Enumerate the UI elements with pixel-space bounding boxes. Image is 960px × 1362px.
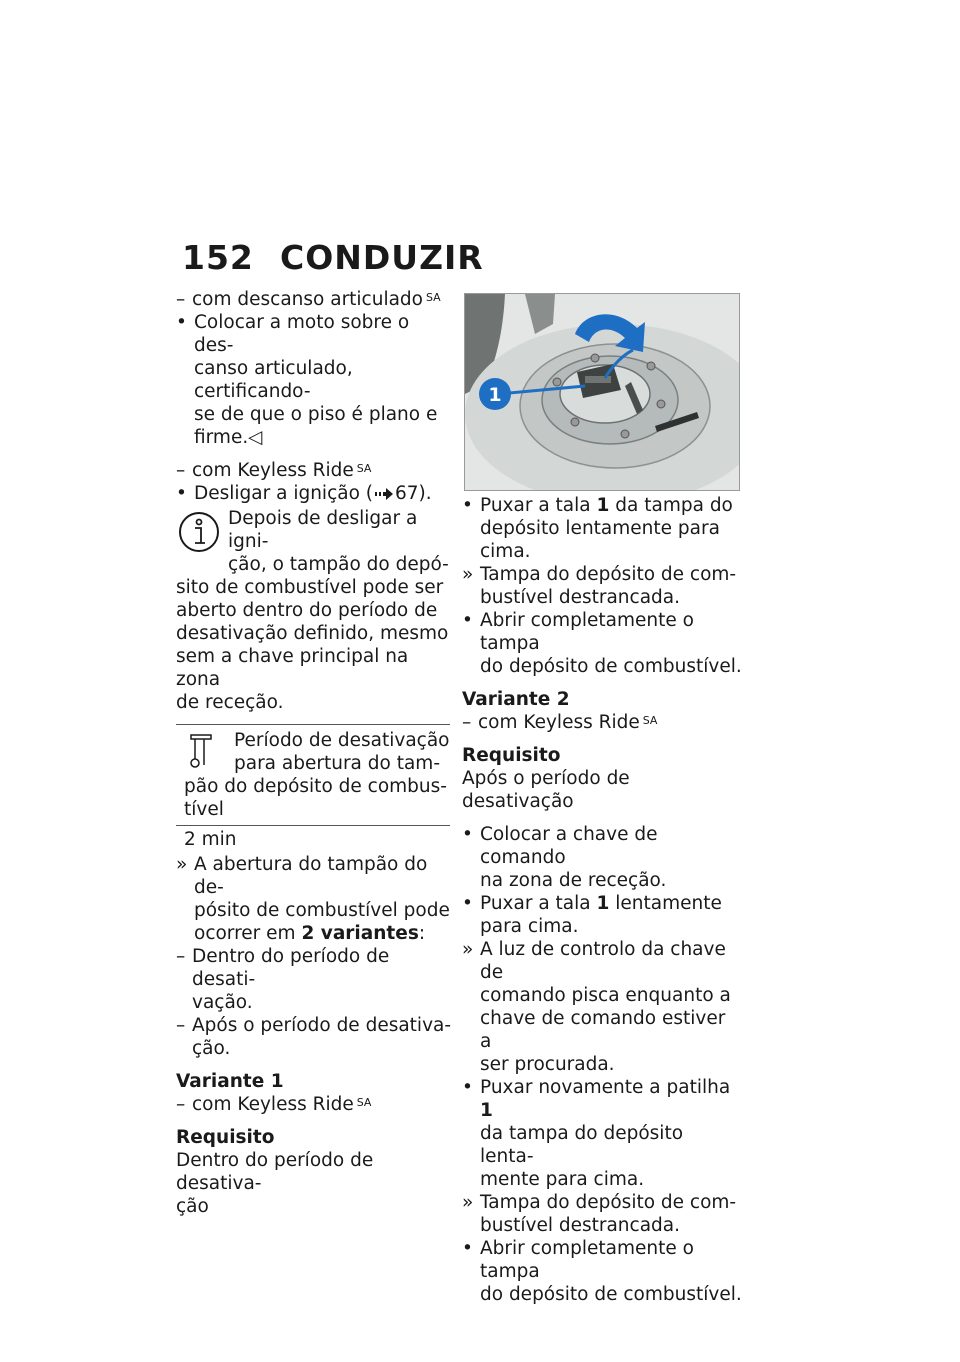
- step-item: • Colocar a chave de comando na zona de receção.: [462, 824, 667, 891]
- bullet-marker: •: [176, 312, 187, 333]
- dash-marker: –: [176, 289, 186, 310]
- bullet-marker: •: [462, 1077, 473, 1098]
- bullet-marker: •: [462, 1238, 473, 1259]
- dash-marker: –: [462, 712, 472, 733]
- step-item: • Abrir completamente o tampa do depósito de combustível.: [462, 610, 742, 677]
- spec-label: Período de desativação para abertura do tam- pão do depósito de combus- tível: [176, 725, 450, 826]
- requirement-heading: Requisito: [462, 745, 561, 766]
- variant-heading: Variante 1: [176, 1071, 284, 1092]
- condition-line: – com Keyless Ride $^{SA}$: [462, 712, 658, 733]
- option-item: – Após o período de desativa- ção.: [176, 1015, 452, 1059]
- end-mark: ◁: [248, 427, 263, 448]
- page-reference-arrow-icon: [375, 488, 393, 500]
- condition-line: – com Keyless Ride $^{SA}$: [176, 460, 372, 481]
- result-marker: »: [462, 939, 474, 960]
- sa-badge: SA: [356, 1096, 372, 1109]
- info-hint: Depois de desligar a igni- ção, o tampão do depó- sito de combustível pode ser aberto dentro do período de desativação definido, mesmo sem a chave principal na zona de receção.: [176, 508, 449, 713]
- figure-callout-label: 1: [488, 384, 502, 406]
- dash-marker: –: [176, 946, 186, 967]
- spec-value: 2 min: [184, 829, 237, 850]
- sa-badge: SA: [426, 291, 441, 304]
- option-item: – Dentro do período de desati- vação.: [176, 946, 390, 1013]
- requirement-heading: Requisito: [176, 1127, 275, 1148]
- dash-marker: –: [176, 460, 186, 481]
- result-item: » A abertura do tampão do de- pósito de combustível pode ocorrer em 2 variantes:: [176, 854, 450, 944]
- result-item: » Tampa do depósito de com- bustível destrancada.: [462, 1192, 737, 1236]
- measurement-icon: [190, 733, 212, 769]
- right-column: [462, 293, 742, 1306]
- dash-marker: –: [176, 1015, 186, 1036]
- callout-ref: 1: [596, 495, 610, 516]
- result-marker: »: [462, 564, 474, 585]
- result-marker: »: [462, 1192, 474, 1213]
- bullet-marker: •: [176, 483, 187, 504]
- step-item: • Puxar a tala 1 da tampa do depósito lentamente para cima.: [462, 495, 733, 562]
- bullet-marker: •: [462, 495, 473, 516]
- bullet-marker: •: [462, 610, 473, 631]
- info-icon: [178, 511, 220, 553]
- step-item: • Puxar novamente a patilha 1 da tampa do depósito lenta- mente para cima.: [462, 1077, 731, 1190]
- bullet-marker: •: [462, 824, 473, 845]
- condition-line: – com descanso articulado $^{SA}$: [176, 289, 441, 310]
- dash-marker: –: [176, 1094, 186, 1115]
- callout-ref: 1: [596, 893, 610, 914]
- step-item: • Puxar a tala 1 lentamente para cima.: [462, 893, 722, 937]
- sa-badge: SA: [356, 462, 372, 475]
- step-item: • Desligar a ignição ( 67).: [176, 483, 432, 504]
- sa-badge: SA: [642, 714, 658, 727]
- requirement-text: Após o período de desativação: [462, 768, 630, 812]
- result-item: » A luz de controlo da chave de comando pisca enquanto a chave de comando estiver a ser procurada.: [462, 939, 731, 1075]
- spec-table: [176, 724, 450, 851]
- page-number: 152: [182, 238, 254, 277]
- tank-cap-drawing: [465, 294, 739, 490]
- step-item: • Abrir completamente o tampa do depósito de combustível.: [462, 1238, 742, 1305]
- result-item: » Tampa do depósito de com- bustível destrancada.: [462, 564, 737, 608]
- chapter-title: CONDUZIR: [280, 238, 484, 277]
- result-marker: »: [176, 854, 188, 875]
- requirement-text: Dentro do período de desativa- ção: [176, 1150, 374, 1217]
- bullet-marker: •: [462, 893, 473, 914]
- left-column: [176, 288, 452, 1218]
- variant-heading: Variante 2: [462, 689, 570, 710]
- step-item: • Colocar a moto sobre o des- canso articulado, certificando- se de que o piso é plano e firme.◁: [176, 312, 438, 448]
- fuel-cap-illustration: [464, 293, 740, 491]
- page-header: [182, 238, 484, 277]
- condition-line: – com Keyless Ride $^{SA}$: [176, 1094, 372, 1115]
- callout-ref: 1: [480, 1100, 493, 1121]
